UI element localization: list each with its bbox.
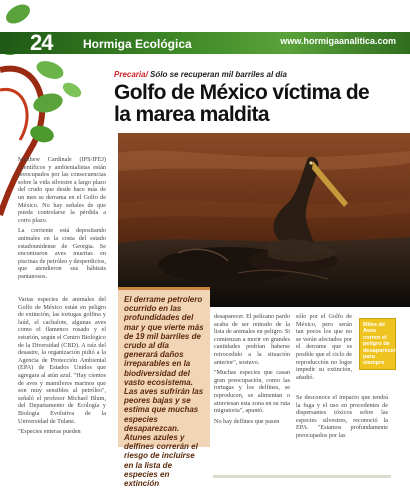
- body-paragraph: Se desconoce el impacto que tendrá la fuga y el uso en procedentes de dispersantes tóxicos sobre las especies silvestres, reconoció la EPA. "Estamos profundamente preocupados por las: [296, 394, 388, 439]
- body-paragraph: Matthew Cardinale (IPS/IFEJ) Científicos y ambientalistas están preocupados por las consecuencias sobre la vida silvestre a largo plazo del crudo que desde hace más de un mes se derrama en el Golfo de México. No hay señales de que pueda controlarse la pérdida a corto plazo.: [18, 156, 106, 224]
- kicker-label: Precaria/: [114, 70, 148, 79]
- body-column-3: [214, 313, 290, 428]
- body-paragraph: sólo por el Golfo de México, pero serán tan pocos los que no se verán afectados por el derrame que es posible que el ciclo de reproducción no logre impedir su extinción, añadió.: [296, 313, 352, 381]
- callout-box: Miles de Aves corren el peligro de desaparecer para siempre: [359, 318, 396, 370]
- section-title: Hormiga Ecológica: [83, 37, 192, 51]
- body-column-4: [296, 313, 352, 384]
- body-paragraph: La corriente está depositando animales en la costa del estado estadounidense de Georgia. Se encontraron aves muertas en piscinas de petróleo y desperdicios, que atendieron sus hábitats pantanosos.: [18, 227, 106, 280]
- body-paragraph: "Especies enteras pueden: [18, 428, 81, 436]
- body-column-1: [18, 156, 106, 284]
- oiled-pelican-photo: [118, 133, 410, 307]
- kicker: [114, 70, 287, 79]
- headline: Golfo de México víctima de la marea maldita: [114, 81, 370, 126]
- footer-rule: [213, 475, 391, 478]
- page-number: 24: [30, 30, 53, 55]
- body-paragraph: No hay delfines que pasen: [214, 417, 280, 425]
- pull-quote: El derrame petrolero ocurrido en las profundidades del mar y que vierte más de 19 mil barriles de crudo al día generará daños irreparables en la biodiversidad del vasto ecosistema. Las aves sufrirán las peores bajas y se estima que muchas especies desaparezcan. Atunes azules y delfines correrán el riesgo de incluirse en la lista de especies en extinción: [118, 287, 210, 447]
- body-column-5: [296, 394, 388, 443]
- site-url[interactable]: www.hormigaanalitica.com: [280, 36, 396, 46]
- body-paragraph: Varias especies de animales del Golfo de México están en peligro de extinción, las tortugas golfina y laúd, el cachalote, algunas aves como el flamenco rosado y el esturión, según el Centro Biológico de la Diversidad (CBD). A raíz del desastre, la organización pidió a la Agencia de Protección Ambiental (EPA) de Estados Unidos que agregara al atún azul. "Hay cientos de aves y mamíferos marinos que son muy sensibles al petróleo", señaló el profesor Michael Blum, del Departamento de Ecología y Biología Evolutiva de la Universidad de Tulane.: [18, 296, 106, 425]
- body-paragraph: "Muchas especies que casan gran preocupación, como las tortugas y los delfines, se reproducen, se alimentan o atraviesan esta zona en su ruta migratoria", apuntó.: [214, 369, 290, 415]
- kicker-text: Sólo se recuperan mil barriles al día: [147, 70, 287, 79]
- body-column-1b: [18, 296, 106, 439]
- body-paragraph: desaparecer. El pelícano pardo acaba de ser retirado de la lista de animales en peligro. Si comienzan a morir en grandes cantidades podrían haberse retrocedido a la situación anterior", sostuvo.: [214, 313, 290, 366]
